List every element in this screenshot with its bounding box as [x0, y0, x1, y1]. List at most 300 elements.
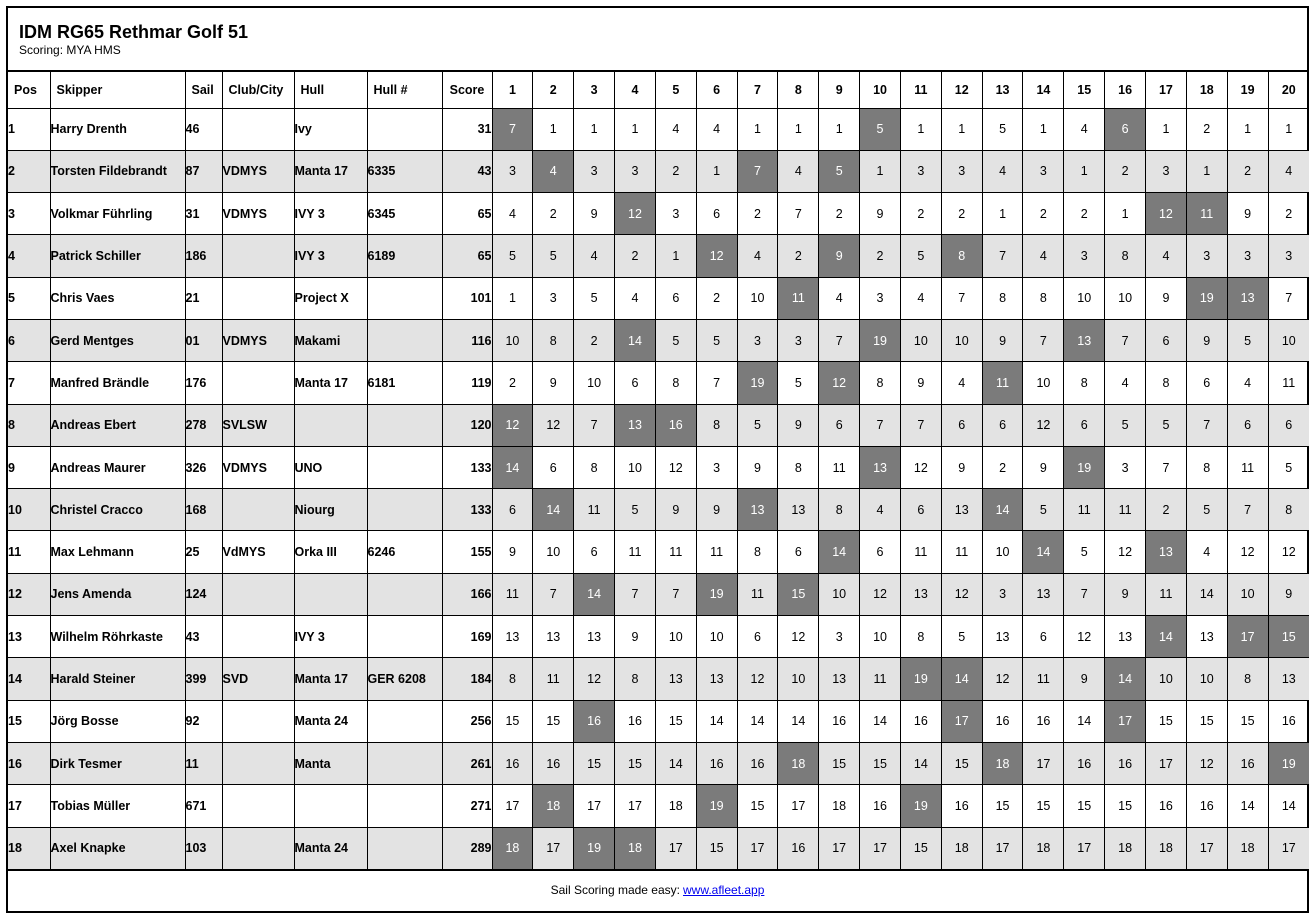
- race-score: 16: [982, 700, 1023, 742]
- table-header-row: [8, 72, 1309, 108]
- race-score: 13: [696, 658, 737, 700]
- race-score: 9: [778, 404, 819, 446]
- sail-number-cell: 25: [185, 531, 222, 573]
- race-score: 6: [982, 404, 1023, 446]
- race-score: 7: [778, 193, 819, 235]
- race-score: 14: [1268, 785, 1309, 827]
- hull-number-cell: [367, 742, 442, 784]
- col-header-race-20: 20: [1268, 72, 1309, 108]
- race-score: 8: [1146, 362, 1187, 404]
- race-score-discarded: 9: [819, 235, 860, 277]
- race-score: 12: [1105, 531, 1146, 573]
- race-score: 8: [492, 658, 533, 700]
- race-score: 9: [737, 446, 778, 488]
- race-score-discarded: 14: [941, 658, 982, 700]
- col-header-race-18: 18: [1186, 72, 1227, 108]
- position-cell: 14: [8, 658, 50, 700]
- table-row: [8, 277, 1309, 319]
- race-score: 18: [1146, 827, 1187, 869]
- race-score-discarded: 13: [737, 489, 778, 531]
- race-score: 1: [492, 277, 533, 319]
- race-score-discarded: 13: [1064, 319, 1105, 361]
- race-score: 6: [615, 362, 656, 404]
- position-cell: 11: [8, 531, 50, 573]
- race-score: 16: [778, 827, 819, 869]
- skipper-cell: Axel Knapke: [50, 827, 185, 869]
- race-score: 11: [696, 531, 737, 573]
- race-score-discarded: 13: [1227, 277, 1268, 319]
- race-score: 8: [1186, 446, 1227, 488]
- table-row: [8, 235, 1309, 277]
- table-row: [8, 108, 1309, 150]
- race-score: 6: [778, 531, 819, 573]
- race-score: 4: [574, 235, 615, 277]
- race-score: 2: [982, 446, 1023, 488]
- race-score: 10: [819, 573, 860, 615]
- race-score: 2: [696, 277, 737, 319]
- club-cell: [222, 616, 294, 658]
- race-score: 8: [860, 362, 901, 404]
- race-score: 13: [941, 489, 982, 531]
- race-score: 7: [941, 277, 982, 319]
- hull-number-cell: 6189: [367, 235, 442, 277]
- skipper-cell: Max Lehmann: [50, 531, 185, 573]
- race-score: 12: [1268, 531, 1309, 573]
- race-score: 17: [574, 785, 615, 827]
- score-cell: 289: [442, 827, 492, 869]
- race-score: 7: [615, 573, 656, 615]
- race-score: 15: [1105, 785, 1146, 827]
- col-header-race-12: 12: [941, 72, 982, 108]
- club-cell: VDMYS: [222, 193, 294, 235]
- race-score: 11: [737, 573, 778, 615]
- race-score-discarded: 14: [819, 531, 860, 573]
- race-score: 10: [1105, 277, 1146, 319]
- race-score: 15: [982, 785, 1023, 827]
- race-score: 5: [696, 319, 737, 361]
- col-header-race-10: 10: [860, 72, 901, 108]
- race-score: 11: [1023, 658, 1064, 700]
- race-score: 15: [737, 785, 778, 827]
- race-score: 10: [615, 446, 656, 488]
- race-score: 8: [615, 658, 656, 700]
- race-score-discarded: 6: [1105, 108, 1146, 150]
- race-score: 2: [900, 193, 941, 235]
- results-sheet: [6, 6, 1309, 913]
- table-row: [8, 700, 1309, 742]
- race-score: 6: [492, 489, 533, 531]
- results-header: [8, 8, 1307, 72]
- table-row: [8, 362, 1309, 404]
- table-row: [8, 150, 1309, 192]
- club-cell: [222, 785, 294, 827]
- race-score: 11: [941, 531, 982, 573]
- race-score-discarded: 19: [737, 362, 778, 404]
- race-score: 6: [655, 277, 696, 319]
- hull-number-cell: 6246: [367, 531, 442, 573]
- hull-number-cell: 6181: [367, 362, 442, 404]
- race-score: 13: [778, 489, 819, 531]
- race-score: 18: [819, 785, 860, 827]
- race-score: 10: [574, 362, 615, 404]
- race-score: 3: [574, 150, 615, 192]
- col-header-race-15: 15: [1064, 72, 1105, 108]
- race-score: 4: [860, 489, 901, 531]
- skipper-cell: Torsten Fildebrandt: [50, 150, 185, 192]
- race-score-discarded: 13: [1146, 531, 1187, 573]
- race-score-discarded: 14: [1146, 616, 1187, 658]
- race-score: 8: [1227, 658, 1268, 700]
- race-score: 7: [1146, 446, 1187, 488]
- table-row: [8, 658, 1309, 700]
- race-score: 11: [1064, 489, 1105, 531]
- race-score: 14: [655, 742, 696, 784]
- col-header-hull-number: Hull #: [367, 72, 442, 108]
- race-score: 3: [1186, 235, 1227, 277]
- race-score: 14: [1186, 573, 1227, 615]
- race-score: 16: [737, 742, 778, 784]
- race-score: 1: [1146, 108, 1187, 150]
- position-cell: 3: [8, 193, 50, 235]
- race-score: 6: [819, 404, 860, 446]
- race-score: 1: [1105, 193, 1146, 235]
- race-score: 1: [1023, 108, 1064, 150]
- race-score: 5: [655, 319, 696, 361]
- race-score: 15: [574, 742, 615, 784]
- race-score: 9: [860, 193, 901, 235]
- race-score-discarded: 18: [615, 827, 656, 869]
- table-row: [8, 573, 1309, 615]
- club-cell: VdMYS: [222, 531, 294, 573]
- event-title: IDM RG65 Rethmar Golf 51: [19, 22, 249, 42]
- race-score: 14: [737, 700, 778, 742]
- club-cell: SVD: [222, 658, 294, 700]
- hull-cell: [294, 785, 367, 827]
- race-score: 3: [860, 277, 901, 319]
- race-score: 6: [900, 489, 941, 531]
- race-score: 14: [778, 700, 819, 742]
- race-score: 9: [1268, 573, 1309, 615]
- club-cell: VDMYS: [222, 150, 294, 192]
- hull-cell: Manta 24: [294, 827, 367, 869]
- hull-cell: Manta 17: [294, 362, 367, 404]
- hull-number-cell: [367, 785, 442, 827]
- race-score: 6: [1146, 319, 1187, 361]
- hull-cell: Makami: [294, 319, 367, 361]
- race-score: 11: [819, 446, 860, 488]
- hull-number-cell: [367, 827, 442, 869]
- score-cell: 261: [442, 742, 492, 784]
- race-score: 10: [941, 319, 982, 361]
- race-score: 2: [492, 362, 533, 404]
- race-score: 9: [900, 362, 941, 404]
- race-score: 4: [982, 150, 1023, 192]
- score-cell: 169: [442, 616, 492, 658]
- sail-number-cell: 326: [185, 446, 222, 488]
- race-score: 7: [655, 573, 696, 615]
- race-score: 8: [819, 489, 860, 531]
- race-score-discarded: 17: [1227, 616, 1268, 658]
- race-score: 1: [655, 235, 696, 277]
- race-score-discarded: 19: [1268, 742, 1309, 784]
- skipper-cell: Dirk Tesmer: [50, 742, 185, 784]
- race-score: 11: [655, 531, 696, 573]
- position-cell: 12: [8, 573, 50, 615]
- skipper-cell: Andreas Ebert: [50, 404, 185, 446]
- race-score-discarded: 14: [982, 489, 1023, 531]
- race-score: 4: [696, 108, 737, 150]
- race-score: 4: [1146, 235, 1187, 277]
- race-score-discarded: 18: [982, 742, 1023, 784]
- race-score: 5: [737, 404, 778, 446]
- race-score-discarded: 4: [533, 150, 574, 192]
- race-score-discarded: 19: [1064, 446, 1105, 488]
- table-row: [8, 531, 1309, 573]
- race-score-discarded: 11: [982, 362, 1023, 404]
- score-cell: 166: [442, 573, 492, 615]
- race-score: 3: [1105, 446, 1146, 488]
- race-score: 10: [1146, 658, 1187, 700]
- col-header-sail: Sail: [185, 72, 222, 108]
- race-score: 4: [1105, 362, 1146, 404]
- score-cell: 133: [442, 446, 492, 488]
- race-score-discarded: 18: [492, 827, 533, 869]
- race-score: 6: [860, 531, 901, 573]
- score-cell: 31: [442, 108, 492, 150]
- race-score: 1: [1186, 150, 1227, 192]
- race-score: 7: [900, 404, 941, 446]
- race-score: 13: [1023, 573, 1064, 615]
- race-score: 7: [1105, 319, 1146, 361]
- race-score: 10: [982, 531, 1023, 573]
- col-header-race-13: 13: [982, 72, 1023, 108]
- race-score: 12: [1186, 742, 1227, 784]
- race-score: 18: [1023, 827, 1064, 869]
- race-score-discarded: 12: [1146, 193, 1187, 235]
- race-score-discarded: 14: [574, 573, 615, 615]
- race-score: 3: [778, 319, 819, 361]
- race-score: 9: [1146, 277, 1187, 319]
- sail-number-cell: 103: [185, 827, 222, 869]
- race-score: 5: [533, 235, 574, 277]
- race-score: 2: [737, 193, 778, 235]
- race-score: 8: [778, 446, 819, 488]
- afleet-link[interactable]: www.afleet.app: [683, 882, 765, 897]
- table-row: [8, 742, 1309, 784]
- race-score-discarded: 7: [737, 150, 778, 192]
- position-cell: 18: [8, 827, 50, 869]
- club-cell: [222, 362, 294, 404]
- race-score: 15: [1227, 700, 1268, 742]
- position-cell: 15: [8, 700, 50, 742]
- position-cell: 7: [8, 362, 50, 404]
- col-header-pos: Pos: [8, 72, 50, 108]
- skipper-cell: Volkmar Führling: [50, 193, 185, 235]
- race-score: 1: [533, 108, 574, 150]
- race-score: 8: [655, 362, 696, 404]
- race-score: 8: [900, 616, 941, 658]
- race-score: 9: [574, 193, 615, 235]
- race-score: 13: [900, 573, 941, 615]
- race-score: 3: [696, 446, 737, 488]
- race-score: 2: [1186, 108, 1227, 150]
- race-score: 16: [941, 785, 982, 827]
- race-score: 12: [655, 446, 696, 488]
- race-score: 9: [615, 616, 656, 658]
- race-score: 16: [1146, 785, 1187, 827]
- race-score: 2: [1268, 193, 1309, 235]
- race-score: 11: [1227, 446, 1268, 488]
- col-header-race-11: 11: [900, 72, 941, 108]
- race-score: 15: [696, 827, 737, 869]
- club-cell: [222, 235, 294, 277]
- position-cell: 17: [8, 785, 50, 827]
- table-row: [8, 827, 1309, 869]
- race-score: 9: [533, 362, 574, 404]
- race-score: 11: [492, 573, 533, 615]
- club-cell: VDMYS: [222, 446, 294, 488]
- hull-cell: IVY 3: [294, 193, 367, 235]
- skipper-cell: Harald Steiner: [50, 658, 185, 700]
- race-score: 10: [533, 531, 574, 573]
- race-score: 6: [737, 616, 778, 658]
- race-score: 9: [941, 446, 982, 488]
- score-cell: 65: [442, 235, 492, 277]
- race-score-discarded: 16: [655, 404, 696, 446]
- race-score-discarded: 13: [615, 404, 656, 446]
- sail-number-cell: 11: [185, 742, 222, 784]
- race-score: 17: [615, 785, 656, 827]
- race-score: 11: [1105, 489, 1146, 531]
- race-score: 3: [1023, 150, 1064, 192]
- race-score: 4: [778, 150, 819, 192]
- race-score: 10: [1064, 277, 1105, 319]
- race-score-discarded: 17: [1105, 700, 1146, 742]
- race-score: 15: [1023, 785, 1064, 827]
- race-score: 3: [1227, 235, 1268, 277]
- race-score: 5: [1105, 404, 1146, 446]
- race-score: 8: [533, 319, 574, 361]
- sail-number-cell: 43: [185, 616, 222, 658]
- col-header-race-6: 6: [696, 72, 737, 108]
- race-score: 7: [1023, 319, 1064, 361]
- race-score: 5: [1186, 489, 1227, 531]
- race-score: 10: [900, 319, 941, 361]
- race-score: 12: [900, 446, 941, 488]
- skipper-cell: Patrick Schiller: [50, 235, 185, 277]
- score-cell: 116: [442, 319, 492, 361]
- skipper-cell: Gerd Mentges: [50, 319, 185, 361]
- race-score: 15: [492, 700, 533, 742]
- race-score: 10: [860, 616, 901, 658]
- hull-number-cell: [367, 108, 442, 150]
- col-header-race-14: 14: [1023, 72, 1064, 108]
- race-score: 3: [737, 319, 778, 361]
- results-table: [8, 72, 1309, 870]
- table-row: [8, 446, 1309, 488]
- race-score: 16: [900, 700, 941, 742]
- col-header-race-2: 2: [533, 72, 574, 108]
- race-score: 17: [1064, 827, 1105, 869]
- race-score: 9: [1227, 193, 1268, 235]
- race-score: 11: [900, 531, 941, 573]
- col-header-skipper: Skipper: [50, 72, 185, 108]
- race-score: 4: [900, 277, 941, 319]
- race-score: 5: [1227, 319, 1268, 361]
- race-score-discarded: 8: [941, 235, 982, 277]
- score-cell: 101: [442, 277, 492, 319]
- race-score: 9: [1023, 446, 1064, 488]
- race-score-discarded: 12: [819, 362, 860, 404]
- race-score: 6: [696, 193, 737, 235]
- table-row: [8, 319, 1309, 361]
- race-score: 17: [1146, 742, 1187, 784]
- race-score: 16: [1227, 742, 1268, 784]
- race-score: 12: [1227, 531, 1268, 573]
- race-score: 9: [655, 489, 696, 531]
- race-score: 15: [1064, 785, 1105, 827]
- col-header-race-7: 7: [737, 72, 778, 108]
- race-score: 4: [655, 108, 696, 150]
- col-header-race-4: 4: [615, 72, 656, 108]
- hull-cell: Manta 17: [294, 658, 367, 700]
- race-score: 11: [860, 658, 901, 700]
- race-score: 17: [1268, 827, 1309, 869]
- race-score-discarded: 13: [860, 446, 901, 488]
- race-score: 16: [696, 742, 737, 784]
- skipper-cell: Jens Amenda: [50, 573, 185, 615]
- club-cell: SVLSW: [222, 404, 294, 446]
- race-score: 13: [655, 658, 696, 700]
- race-score: 10: [492, 319, 533, 361]
- race-score: 1: [982, 193, 1023, 235]
- race-score: 17: [492, 785, 533, 827]
- race-score: 12: [982, 658, 1023, 700]
- score-cell: 120: [442, 404, 492, 446]
- race-score: 16: [1105, 742, 1146, 784]
- race-score: 1: [860, 150, 901, 192]
- score-cell: 155: [442, 531, 492, 573]
- race-score-discarded: 12: [615, 193, 656, 235]
- sail-number-cell: 87: [185, 150, 222, 192]
- race-score: 6: [941, 404, 982, 446]
- skipper-cell: Wilhelm Röhrkaste: [50, 616, 185, 658]
- race-score: 8: [1023, 277, 1064, 319]
- sail-number-cell: 176: [185, 362, 222, 404]
- race-score-discarded: 15: [1268, 616, 1309, 658]
- race-score-discarded: 12: [492, 404, 533, 446]
- race-score: 4: [492, 193, 533, 235]
- race-score: 13: [982, 616, 1023, 658]
- race-score: 17: [860, 827, 901, 869]
- race-score-discarded: 14: [492, 446, 533, 488]
- race-score: 13: [533, 616, 574, 658]
- race-score: 2: [1064, 193, 1105, 235]
- race-score: 8: [574, 446, 615, 488]
- race-score: 6: [1186, 362, 1227, 404]
- race-score: 5: [778, 362, 819, 404]
- race-score: 13: [1105, 616, 1146, 658]
- hull-number-cell: [367, 446, 442, 488]
- race-score: 5: [574, 277, 615, 319]
- skipper-cell: Harry Drenth: [50, 108, 185, 150]
- race-score: 2: [655, 150, 696, 192]
- race-score: 9: [1105, 573, 1146, 615]
- skipper-cell: Jörg Bosse: [50, 700, 185, 742]
- race-score: 12: [941, 573, 982, 615]
- hull-number-cell: 6345: [367, 193, 442, 235]
- race-score: 2: [1105, 150, 1146, 192]
